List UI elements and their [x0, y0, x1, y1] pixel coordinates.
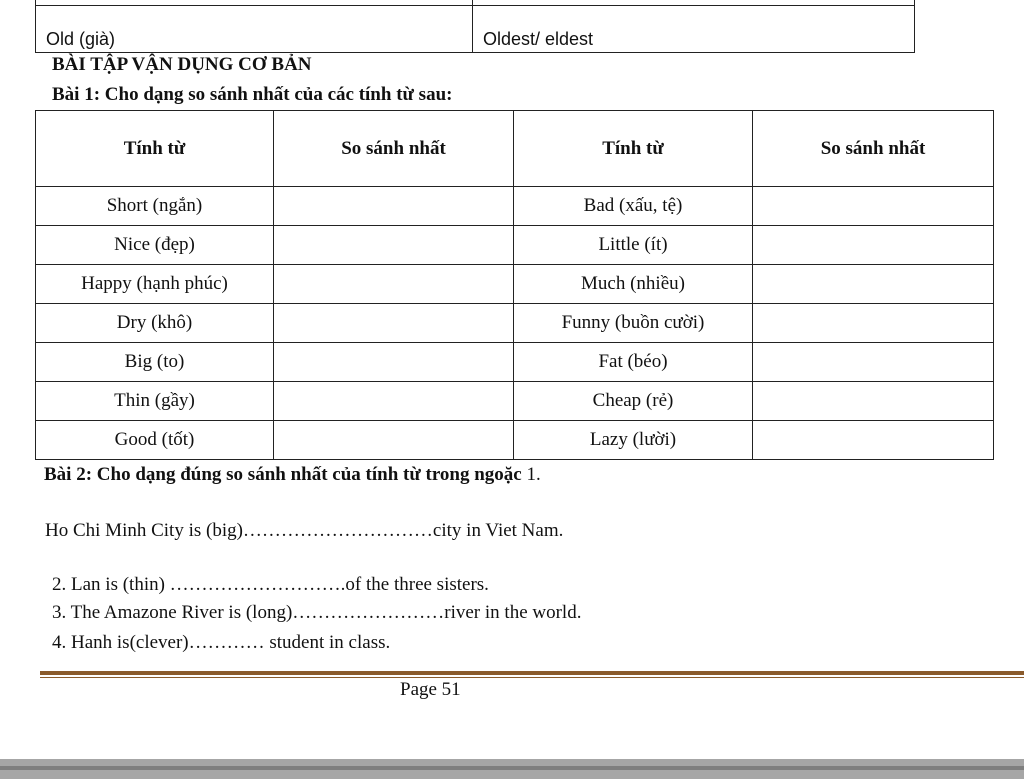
- exercise1-title: Bài 1: Cho dạng so sánh nhất của các tính từ sau:: [52, 84, 453, 105]
- page-number: Page 51: [400, 679, 461, 700]
- adjective-cell: Dry (khô): [36, 304, 274, 343]
- exercise-sentence: 4. Hanh is(clever)………… student in class.: [52, 632, 391, 653]
- table-row: [36, 226, 994, 265]
- viewer-bottom-edge: [0, 759, 1024, 779]
- answer-cell: [753, 226, 994, 265]
- column-header: So sánh nhất: [753, 111, 994, 187]
- adjective-cell: Bad (xấu, tệ): [514, 187, 753, 226]
- table-cell: Oldest/ eldest: [473, 6, 915, 53]
- answer-cell: [753, 343, 994, 382]
- adjective-cell: Nice (đẹp): [36, 226, 274, 265]
- adjective-cell: Big (to): [36, 343, 274, 382]
- answer-cell: [753, 304, 994, 343]
- exercise2-title-bold: Bài 2: Cho dạng đúng so sánh nhất của tính từ trong ngoặc: [44, 464, 522, 485]
- exercise-sentence: Ho Chi Minh City is (big)…………………………city in Viet Nam.: [45, 520, 564, 541]
- table-header-row: [36, 111, 994, 187]
- adjective-cell: Happy (hạnh phúc): [36, 265, 274, 304]
- answer-cell: [753, 421, 994, 460]
- exercise2-title-number: 1.: [521, 464, 541, 485]
- exercise-sentence: 2. Lan is (thin) ……………………….of the three sisters.: [52, 574, 489, 595]
- answer-cell: [274, 382, 514, 421]
- adjective-cell: Fat (béo): [514, 343, 753, 382]
- column-header: Tính từ: [36, 111, 274, 187]
- exercise2-title: [44, 464, 541, 486]
- table-row: [36, 382, 994, 421]
- answer-cell: [274, 304, 514, 343]
- column-header: Tính từ: [514, 111, 753, 187]
- adjective-cell: Lazy (lười): [514, 421, 753, 460]
- answer-cell: [753, 382, 994, 421]
- section-heading: BÀI TẬP VẬN DỤNG CƠ BẢN: [52, 54, 312, 75]
- adjective-cell: Thin (gầy): [36, 382, 274, 421]
- adjective-cell: Much (nhiều): [514, 265, 753, 304]
- adjective-cell: Funny (buồn cười): [514, 304, 753, 343]
- answer-cell: [274, 187, 514, 226]
- adjective-cell: Short (ngắn): [36, 187, 274, 226]
- answer-cell: [753, 187, 994, 226]
- table-row: [36, 265, 994, 304]
- superlative-table: [35, 110, 994, 460]
- answer-cell: [274, 265, 514, 304]
- exercise-sentence: 3. The Amazone River is (long)……………………river in the world.: [52, 602, 582, 623]
- answer-cell: [274, 421, 514, 460]
- previous-table-fragment: [35, 0, 915, 53]
- table-row: [36, 343, 994, 382]
- adjective-cell: Good (tốt): [36, 421, 274, 460]
- table-cell: Old (già): [36, 6, 473, 53]
- table-row: [36, 421, 994, 460]
- table-row: [36, 187, 994, 226]
- answer-cell: [753, 265, 994, 304]
- footer-divider-thin: [40, 677, 1024, 678]
- table-row: [36, 304, 994, 343]
- footer-divider: [40, 671, 1024, 675]
- adjective-cell: Little (ít): [514, 226, 753, 265]
- answer-cell: [274, 343, 514, 382]
- adjective-cell: Cheap (rẻ): [514, 382, 753, 421]
- answer-cell: [274, 226, 514, 265]
- column-header: So sánh nhất: [274, 111, 514, 187]
